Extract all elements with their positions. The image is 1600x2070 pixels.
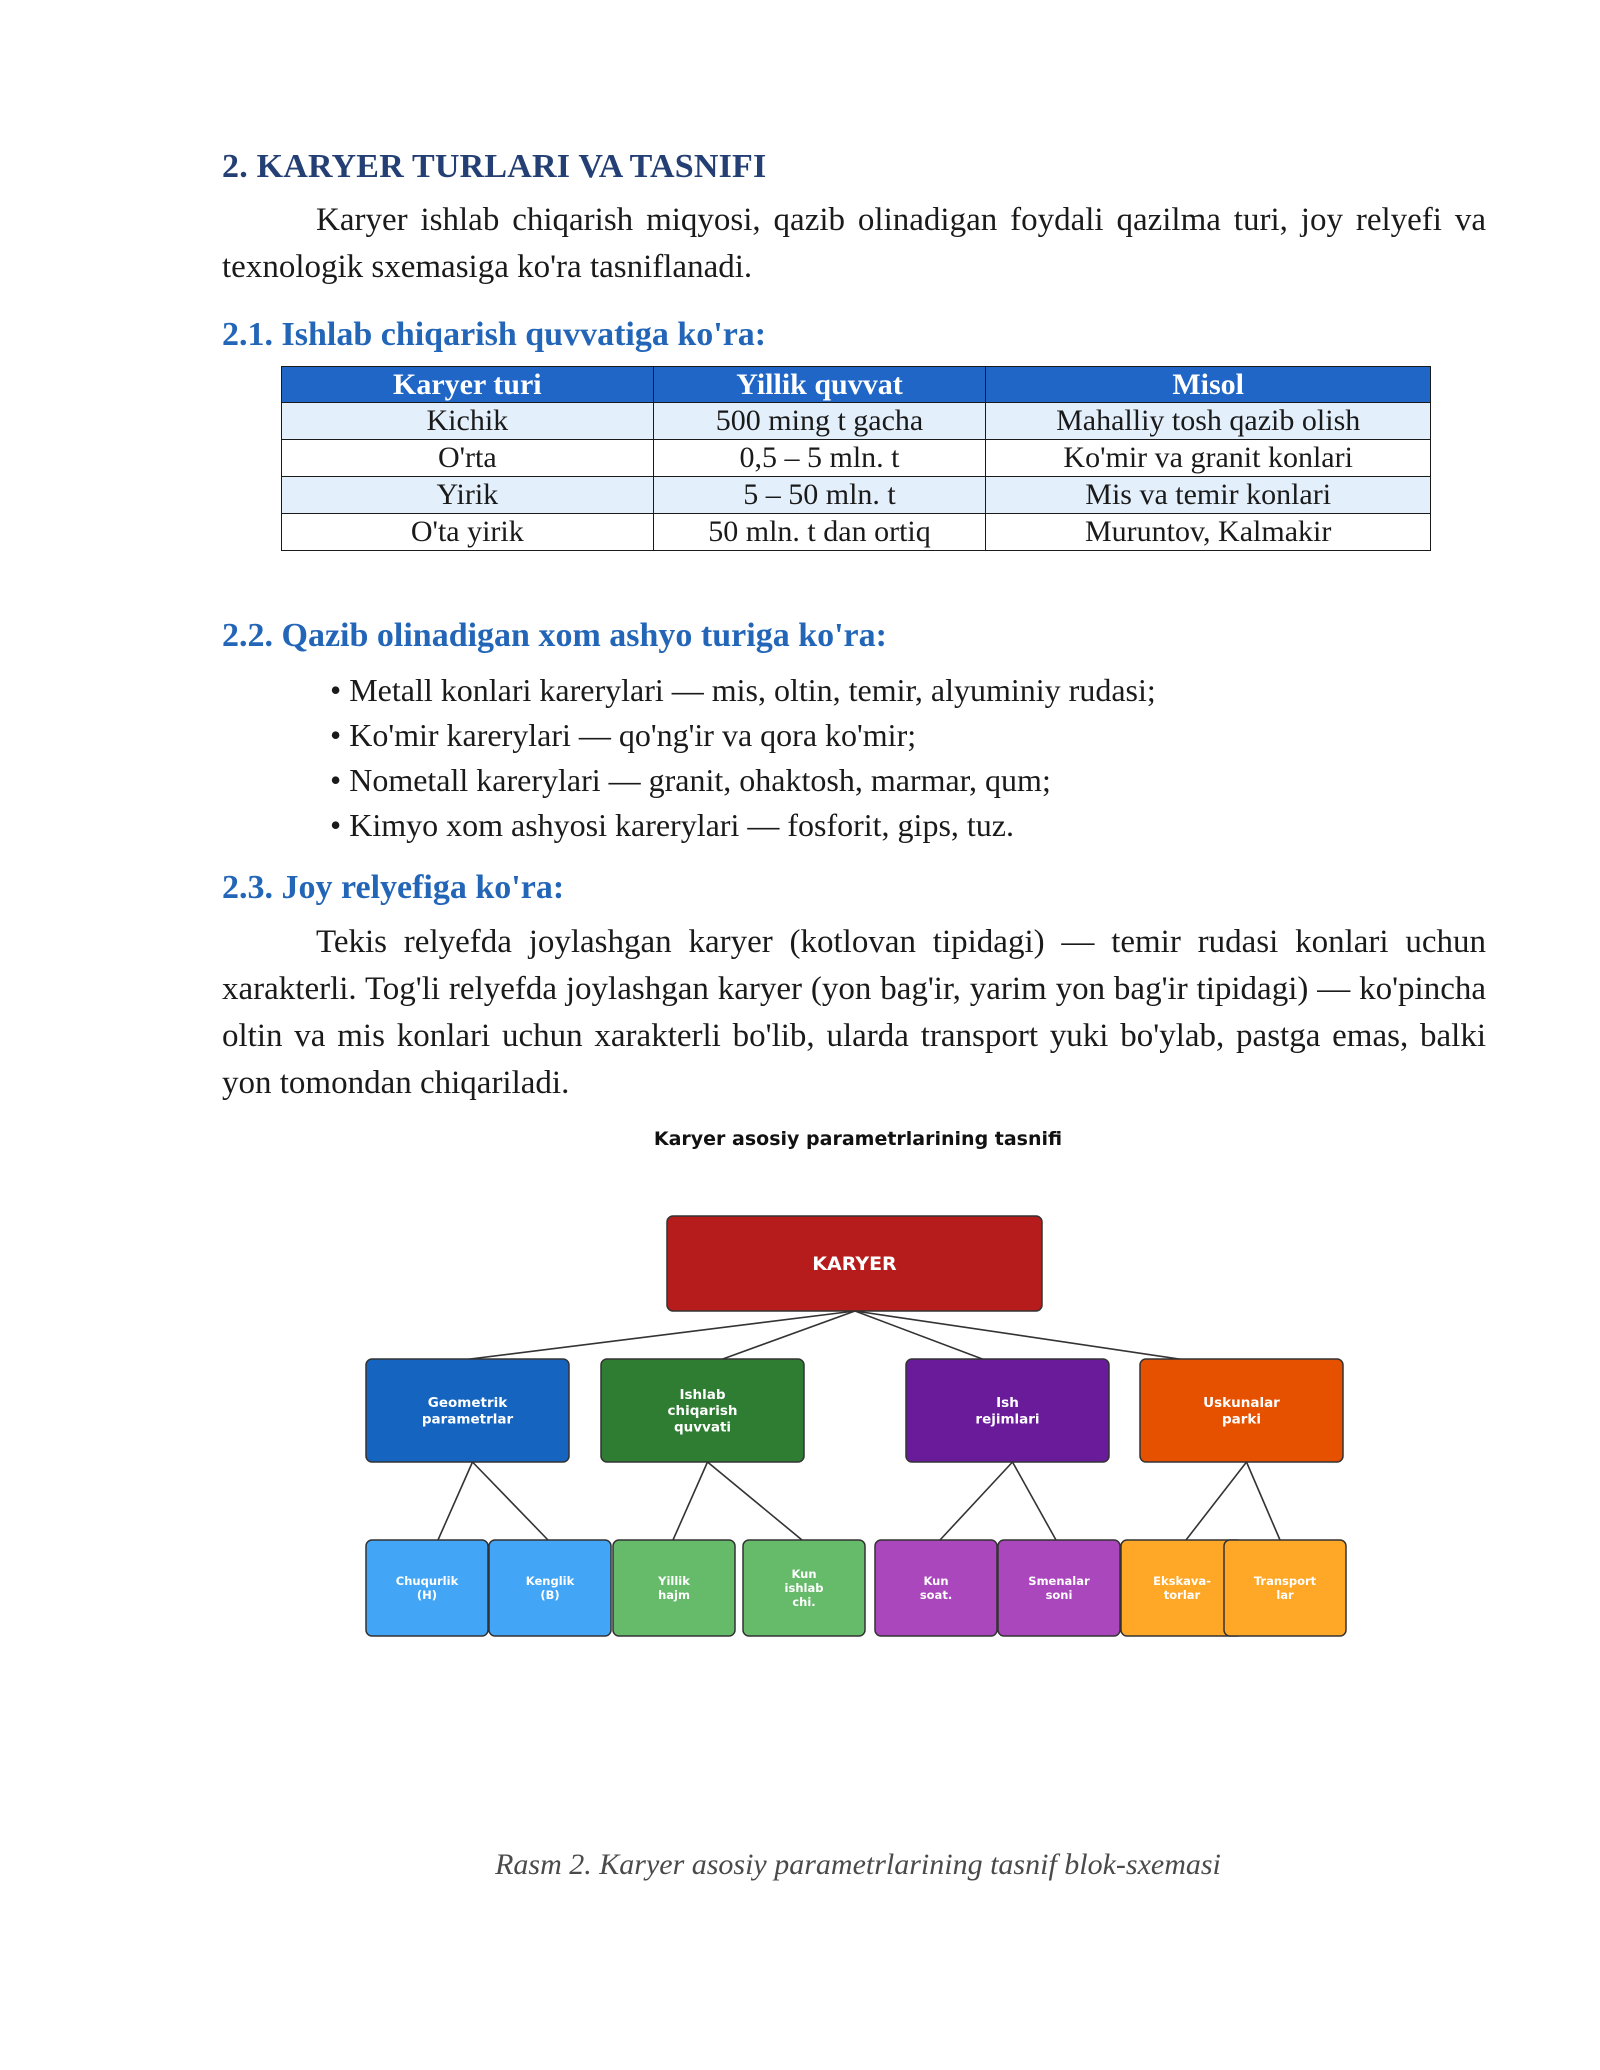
node-child-kenglik-b — [489, 1540, 611, 1636]
connector-line — [673, 1462, 708, 1540]
list-item: • Ko'mir karerylari — qo'ng'ir va qora ko'mir; — [330, 713, 1156, 758]
connector-line — [438, 1462, 473, 1540]
node-child-kenglik-b-label: (B) — [540, 1587, 560, 1602]
node-child-kun-soat — [875, 1540, 997, 1636]
node-group-ishlab-chiqarish-quvvati-label: chiqarish — [667, 1403, 738, 1420]
node-child-smenalar-soni — [998, 1540, 1120, 1636]
node-root-karyer — [667, 1216, 1042, 1311]
node-group-ish-rejimlari-label: rejimlari — [975, 1411, 1040, 1428]
table-cell: Muruntov, Kalmakir — [986, 514, 1431, 551]
node-child-yillik-hajm-label: hajm — [658, 1587, 690, 1602]
node-group-ishlab-chiqarish-quvvati-label: Ishlab — [679, 1387, 726, 1404]
node-root-karyer-label: KARYER — [812, 1253, 897, 1276]
node-child-transport-lar-label: lar — [1276, 1587, 1294, 1602]
table-cell: Kichik — [282, 403, 654, 440]
node-child-kun-ishlab-chi-label: ishlab — [784, 1581, 824, 1596]
relief-paragraph: Tekis relyefda joylashgan karyer (kotlovan tipidagi) — temir rudasi konlari uchun xarakterli. Tog'li relyefda joylashgan karyer (yon bag'ir, yarim yon bag'ir tipidagi) — ko'pincha oltin va mis konlari uchun xarakterli bo'lib, ularda transport yuki bo'ylab, pastga emas, balki yon tomondan chiqariladi. — [222, 924, 1486, 1101]
column-header-misol: Misol — [986, 367, 1431, 403]
node-child-kun-ishlab-chi-label: chi. — [792, 1594, 816, 1609]
node-child-ekskava-torlar-label: torlar — [1163, 1587, 1201, 1602]
node-child-smenalar-soni-label: Smenalar — [1028, 1574, 1090, 1589]
figure-caption: Rasm 2. Karyer asosiy parametrlarining tasnif blok-sxemasi — [495, 1848, 1221, 1881]
subsection-heading-capacity: 2.1. Ishlab chiqarish quvvatiga ko'ra: — [222, 316, 767, 353]
node-group-geometrik-parametrlar-label: parametrlar — [421, 1411, 514, 1428]
node-group-geometrik-parametrlar — [366, 1359, 569, 1462]
node-group-ish-rejimlari-label: Ish — [996, 1395, 1019, 1412]
node-child-chuqurlik-h-label: Chuqurlik — [395, 1574, 459, 1589]
connector-line — [855, 1311, 985, 1360]
table-cell: Ko'mir va granit konlari — [986, 440, 1431, 477]
list-item: • Kimyo xom ashyosi karerylari — fosforit, gips, tuz. — [330, 803, 1156, 848]
subsection-heading-relief: 2.3. Joy relyefiga ko'ra: — [222, 869, 565, 906]
connector-line — [1013, 1462, 1057, 1540]
node-child-kun-soat-label: Kun — [923, 1574, 949, 1589]
node-child-yillik-hajm-label: Yillik — [658, 1574, 690, 1589]
node-group-uskunalar-parki — [1140, 1359, 1343, 1462]
connector-line — [708, 1462, 803, 1540]
connector-line — [462, 1311, 855, 1360]
connector-line — [1186, 1462, 1247, 1540]
node-child-kenglik-b-label: Kenglik — [525, 1574, 575, 1589]
table-cell: Yirik — [282, 477, 654, 514]
node-child-chuqurlik-h-label: (H) — [416, 1587, 438, 1602]
connector-line — [720, 1311, 855, 1360]
column-header-karyer-turi: Karyer turi — [282, 367, 654, 403]
node-group-uskunalar-parki-label: parki — [1221, 1411, 1262, 1428]
intro-paragraph: Karyer ishlab chiqarish miqyosi, qazib olinadigan foydali qazilma turi, joy relyefi va texnologik sxemasiga ko'ra tasniflanadi. — [222, 202, 1486, 285]
connector-line — [1247, 1462, 1281, 1540]
node-child-yillik-hajm — [613, 1540, 735, 1636]
node-child-smenalar-soni-label: soni — [1045, 1587, 1073, 1602]
table-cell: 50 mln. t dan ortiq — [653, 514, 986, 551]
list-item: • Metall konlari karerylari — mis, oltin, temir, alyuminiy rudasi; — [330, 668, 1156, 713]
table-cell: 500 ming t gacha — [653, 403, 986, 440]
node-child-chuqurlik-h — [366, 1540, 488, 1636]
node-group-ish-rejimlari — [906, 1359, 1109, 1462]
section-heading: 2. KARYER TURLARI VA TASNIFI — [222, 148, 767, 185]
list-item: • Nometall karerylari — granit, ohaktosh, marmar, qum; — [330, 758, 1156, 803]
node-child-kun-soat-label: soat. — [919, 1587, 953, 1602]
node-group-ishlab-chiqarish-quvvati-label: quvvati — [673, 1419, 732, 1436]
connector-line — [473, 1462, 549, 1540]
node-child-ekskava-torlar-label: Ekskava- — [1153, 1574, 1211, 1589]
node-child-transport-lar-label: Transport — [1253, 1574, 1317, 1589]
node-child-transport-lar — [1224, 1540, 1346, 1636]
node-child-kun-ishlab-chi — [743, 1540, 865, 1636]
node-group-geometrik-parametrlar-label: Geometrik — [427, 1395, 508, 1412]
table-cell: O'ta yirik — [282, 514, 654, 551]
connector-line — [940, 1462, 1013, 1540]
node-child-kun-ishlab-chi-label: Kun — [791, 1567, 817, 1582]
table-cell: Mahalliy tosh qazib olish — [986, 403, 1431, 440]
column-header-yillik-quvvat: Yillik quvvat — [653, 367, 986, 403]
node-group-ishlab-chiqarish-quvvati — [601, 1359, 804, 1462]
table-cell: Mis va temir konlari — [986, 477, 1431, 514]
node-group-uskunalar-parki-label: Uskunalar — [1203, 1395, 1280, 1412]
table-cell: 5 – 50 mln. t — [653, 477, 986, 514]
table-cell: 0,5 – 5 mln. t — [653, 440, 986, 477]
table-cell: O'rta — [282, 440, 654, 477]
diagram-title: Karyer asosiy parametrlarining tasnifi — [653, 1128, 1063, 1150]
diagram-nodes — [366, 1216, 1346, 1636]
subsection-heading-material: 2.2. Qazib olinadigan xom ashyo turiga ko'ra: — [222, 617, 887, 654]
